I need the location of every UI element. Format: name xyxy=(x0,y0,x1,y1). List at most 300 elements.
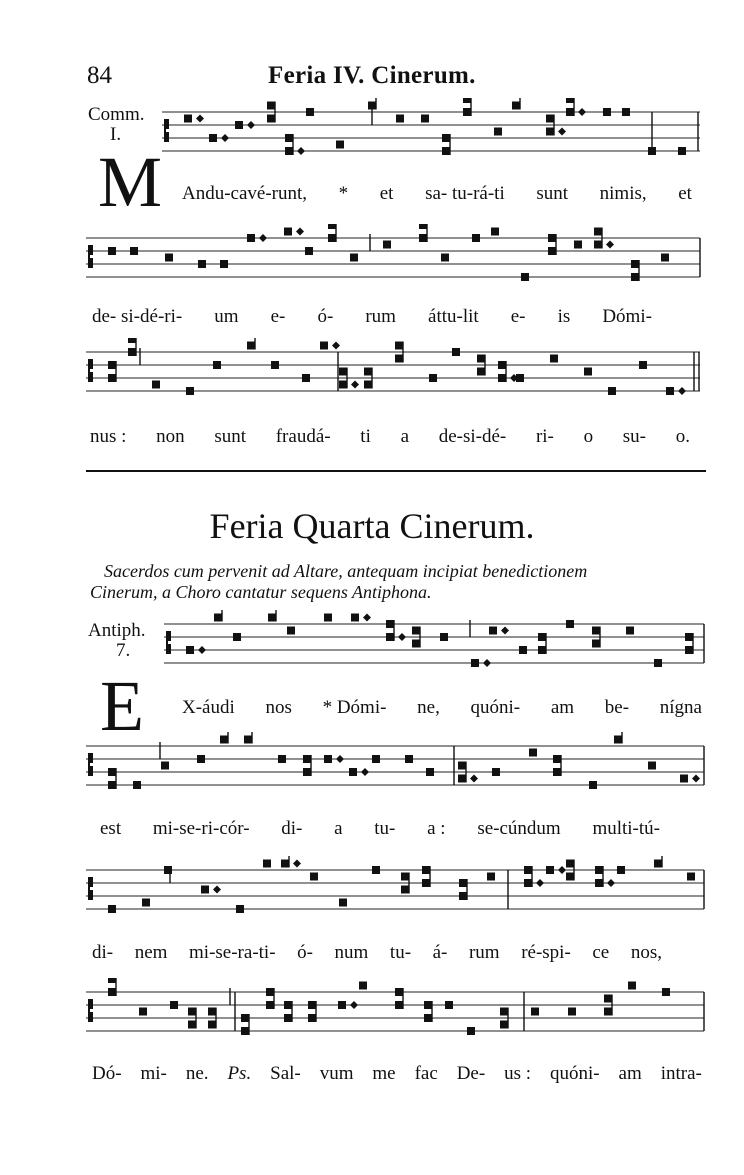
neume-note xyxy=(339,899,347,907)
music-staff-1 xyxy=(0,98,744,178)
initial-letter-e: E xyxy=(100,666,144,746)
lyric-syllable: ne, xyxy=(417,697,440,718)
neume-note xyxy=(463,108,471,116)
neume-rhombus xyxy=(558,128,566,136)
neume-note xyxy=(395,355,403,363)
c-clef-icon xyxy=(88,999,90,1022)
lyric-syllable: a xyxy=(400,426,409,447)
lyric-syllable: fraudá- xyxy=(275,426,331,447)
lyric-line-6 xyxy=(92,942,662,964)
neume-rhombus xyxy=(607,879,615,887)
lyric-syllable: am xyxy=(618,1063,642,1084)
neume-note xyxy=(364,368,372,376)
rubric-line-1: Sacerdos cum pervenit ad Altare, antequam incipiat benedictionem xyxy=(104,561,588,581)
neume-note xyxy=(631,273,639,281)
neume-note xyxy=(386,620,394,628)
neume-note xyxy=(241,1014,249,1022)
c-clef-icon xyxy=(164,119,166,142)
neume-note xyxy=(424,1014,432,1022)
neume-note xyxy=(305,247,313,255)
neume-note xyxy=(546,866,554,874)
neume-note xyxy=(339,368,347,376)
lyric-syllable: rum xyxy=(365,306,396,327)
neume-note xyxy=(220,260,228,268)
chant-mode-1: I. xyxy=(110,124,122,145)
neume-note xyxy=(589,781,597,789)
neume-note xyxy=(440,633,448,641)
lyric-syllable: mi-se-ra-ti- xyxy=(189,942,276,963)
chant-mode-7: 7. xyxy=(116,640,131,661)
neume-note xyxy=(492,768,500,776)
neume-rhombus xyxy=(213,886,221,894)
neume-note xyxy=(372,755,380,763)
neume-note xyxy=(426,768,434,776)
neume-note xyxy=(401,873,409,881)
neume-note xyxy=(364,381,372,389)
neume-note xyxy=(477,355,485,363)
neume-note xyxy=(108,361,116,369)
lyric-syllable: o. xyxy=(675,426,690,447)
neume-note xyxy=(267,115,275,123)
neume-note xyxy=(310,873,318,881)
initial-letter-m: M xyxy=(98,142,163,222)
neume-note xyxy=(241,1027,249,1035)
neume-rhombus xyxy=(678,387,686,395)
c-clef-icon xyxy=(166,631,168,654)
neume-note xyxy=(566,108,574,116)
neume-note xyxy=(538,646,546,654)
page-number: 84 xyxy=(87,62,112,89)
lyric-syllable: áttu-lit xyxy=(428,306,479,327)
neume-note xyxy=(622,108,630,116)
neume-note xyxy=(108,374,116,382)
neume-rhombus xyxy=(332,342,340,350)
lyric-syllable: me xyxy=(372,1063,396,1084)
lyric-syllable: mi- xyxy=(140,1063,167,1084)
neume-note xyxy=(247,234,255,242)
neume-note xyxy=(266,1001,274,1009)
lyric-syllable: sa- tu-rá-ti xyxy=(425,183,505,204)
neume-note xyxy=(498,374,506,382)
neume-rhombus xyxy=(363,614,371,622)
neume-note xyxy=(302,374,310,382)
music-staff-2 xyxy=(0,224,744,304)
c-clef-icon xyxy=(88,877,90,900)
lyric-syllable: o xyxy=(583,426,594,447)
neume-note xyxy=(463,98,471,103)
neume-note xyxy=(553,755,561,763)
page-header: Feria IV. Cinerum. xyxy=(268,62,476,89)
neume-note xyxy=(648,762,656,770)
neume-note xyxy=(186,387,194,395)
neume-note xyxy=(152,381,160,389)
neume-note xyxy=(338,1001,346,1009)
neume-note xyxy=(186,646,194,654)
lyric-syllable: e- xyxy=(270,306,286,327)
lyric-syllable: su- xyxy=(622,426,647,447)
neume-note xyxy=(268,614,276,622)
lyric-syllable: et xyxy=(379,183,394,204)
lyric-syllable: rum xyxy=(468,942,500,963)
neume-note xyxy=(452,348,460,356)
neume-note xyxy=(188,1021,196,1029)
neume-note xyxy=(267,102,275,110)
neume-note xyxy=(233,633,241,641)
neume-note xyxy=(419,234,427,242)
lyric-syllable: is xyxy=(557,306,571,327)
neume-note xyxy=(442,134,450,142)
neume-rhombus xyxy=(198,646,206,654)
lyric-syllable: de- si-dé-ri- xyxy=(92,306,183,327)
neume-rhombus xyxy=(501,627,509,635)
neume-note xyxy=(184,115,192,123)
neume-note xyxy=(308,1001,316,1009)
neume-note xyxy=(662,988,670,996)
lyric-line-5 xyxy=(100,818,660,840)
lyric-syllable: nos xyxy=(265,697,292,718)
neume-note xyxy=(519,646,527,654)
neume-note xyxy=(263,860,271,868)
neume-note xyxy=(491,228,499,236)
neume-note xyxy=(548,247,556,255)
lyric-syllable: ri- xyxy=(535,426,554,447)
neume-rhombus xyxy=(692,775,700,783)
neume-note xyxy=(608,387,616,395)
neume-rhombus xyxy=(470,775,478,783)
neume-note xyxy=(359,982,367,990)
neume-note xyxy=(546,128,554,136)
lyric-syllable: Ps. xyxy=(227,1063,252,1084)
neume-rhombus xyxy=(297,147,305,155)
lyric-syllable: fac xyxy=(414,1063,438,1084)
neume-note xyxy=(595,866,603,874)
lyric-syllable: di- xyxy=(281,818,303,839)
neume-note xyxy=(467,1027,475,1035)
lyric-syllable: ré-spi- xyxy=(521,942,571,963)
lyric-line-2 xyxy=(92,306,652,328)
neume-note xyxy=(214,614,222,622)
lyric-syllable: a xyxy=(334,818,343,839)
neume-note xyxy=(477,368,485,376)
neume-note xyxy=(139,1008,147,1016)
neume-note xyxy=(494,128,502,136)
neume-note xyxy=(524,866,532,874)
neume-note xyxy=(424,1001,432,1009)
neume-note xyxy=(422,866,430,874)
neume-note xyxy=(595,879,603,887)
neume-note xyxy=(680,775,688,783)
neume-note xyxy=(529,749,537,757)
neume-note xyxy=(412,627,420,635)
lyric-syllable: a : xyxy=(427,818,446,839)
neume-note xyxy=(648,147,656,155)
lyric-syllable: ó- xyxy=(317,306,334,327)
neume-rhombus xyxy=(578,108,586,116)
neume-note xyxy=(524,879,532,887)
lyric-syllable: Dómi- xyxy=(602,306,652,327)
lyric-syllable: Dó- xyxy=(92,1063,122,1084)
neume-note xyxy=(266,988,274,996)
neume-note xyxy=(521,273,529,281)
neume-note xyxy=(235,121,243,129)
lyric-syllable: ti xyxy=(360,426,371,447)
neume-note xyxy=(458,775,466,783)
neume-note xyxy=(639,361,647,369)
neume-note xyxy=(442,147,450,155)
lyric-line-3 xyxy=(90,426,690,448)
music-staff-3 xyxy=(0,338,744,418)
lyric-syllable: ó- xyxy=(297,942,313,963)
neume-note xyxy=(419,224,427,229)
lyric-syllable: sunt xyxy=(536,183,569,204)
neume-note xyxy=(201,886,209,894)
lyric-syllable: * xyxy=(338,183,349,204)
lyric-line-7 xyxy=(92,1063,702,1085)
neume-rhombus xyxy=(336,755,344,763)
lyric-syllable: non xyxy=(156,426,185,447)
neume-note xyxy=(271,361,279,369)
lyric-syllable: us : xyxy=(504,1063,532,1084)
lyric-syllable: X-áudi xyxy=(182,697,235,718)
lyric-syllable: nus : xyxy=(90,426,127,447)
lyric-syllable: multi-tú- xyxy=(592,818,660,839)
neume-note xyxy=(336,141,344,149)
neume-note xyxy=(198,260,206,268)
neume-note xyxy=(130,247,138,255)
lyric-syllable: tu- xyxy=(389,942,412,963)
neume-note xyxy=(108,988,116,996)
neume-note xyxy=(165,254,173,262)
music-staff-5 xyxy=(0,732,744,812)
neume-note xyxy=(685,633,693,641)
lyric-syllable: et xyxy=(678,183,692,204)
lyric-syllable: De- xyxy=(456,1063,486,1084)
lyric-syllable: e- xyxy=(510,306,526,327)
lyric-syllable: am xyxy=(550,697,575,718)
neume-rhombus xyxy=(351,381,359,389)
lyric-syllable: Andu-cavé-runt, xyxy=(182,183,308,204)
neume-note xyxy=(566,873,574,881)
neume-note xyxy=(128,338,136,343)
neume-note xyxy=(395,342,403,350)
music-staff-6 xyxy=(0,856,744,936)
c-clef-icon xyxy=(88,359,90,382)
neume-note xyxy=(550,355,558,363)
lyric-syllable: se-cúndum xyxy=(477,818,561,839)
neume-note xyxy=(349,768,357,776)
neume-note xyxy=(142,899,150,907)
neume-note xyxy=(489,627,497,635)
neume-note xyxy=(108,978,116,983)
neume-rhombus xyxy=(398,633,406,641)
neume-note xyxy=(592,627,600,635)
neume-note xyxy=(458,762,466,770)
lyric-syllable: Sal- xyxy=(270,1063,301,1084)
neume-note xyxy=(401,886,409,894)
neume-note xyxy=(666,387,674,395)
chant-label-comm: Comm. xyxy=(88,104,145,125)
neume-note xyxy=(685,646,693,654)
neume-note xyxy=(594,228,602,236)
neume-note xyxy=(592,640,600,648)
lyric-syllable: mi-se-ri-cór- xyxy=(152,818,250,839)
neume-note xyxy=(396,115,404,123)
lyric-syllable: * Dómi- xyxy=(322,697,387,718)
neume-note xyxy=(108,247,116,255)
neume-note xyxy=(422,879,430,887)
neume-note xyxy=(631,260,639,268)
neume-note xyxy=(285,134,293,142)
neume-note xyxy=(395,1001,403,1009)
neume-note xyxy=(208,1008,216,1016)
neume-note xyxy=(548,234,556,242)
neume-note xyxy=(459,892,467,900)
neume-note xyxy=(568,1008,576,1016)
neume-note xyxy=(498,361,506,369)
lyric-syllable: nos, xyxy=(630,942,662,963)
neume-note xyxy=(566,860,574,868)
neume-rhombus xyxy=(196,115,204,123)
neume-note xyxy=(351,614,359,622)
neume-note xyxy=(108,905,116,913)
neume-note xyxy=(604,1008,612,1016)
neume-note xyxy=(328,234,336,242)
lyric-syllable: nem xyxy=(134,942,168,963)
neume-note xyxy=(213,361,221,369)
neume-note xyxy=(164,866,172,874)
neume-note xyxy=(500,1008,508,1016)
neume-note xyxy=(197,755,205,763)
lyric-syllable: sunt xyxy=(214,426,247,447)
neume-rhombus xyxy=(293,860,301,868)
lyric-syllable: quóni- xyxy=(470,697,521,718)
lyric-syllable: um xyxy=(214,306,239,327)
lyric-syllable: ce xyxy=(592,942,610,963)
neume-note xyxy=(574,241,582,249)
neume-note xyxy=(244,736,252,744)
neume-note xyxy=(188,1008,196,1016)
neume-note xyxy=(516,374,524,382)
neume-note xyxy=(320,342,328,350)
neume-note xyxy=(128,348,136,356)
neume-note xyxy=(372,866,380,874)
neume-note xyxy=(324,755,332,763)
neume-note xyxy=(566,98,574,103)
neume-note xyxy=(531,1008,539,1016)
neume-note xyxy=(594,241,602,249)
neume-note xyxy=(628,982,636,990)
neume-note xyxy=(429,374,437,382)
neume-note xyxy=(459,879,467,887)
neume-note xyxy=(284,1001,292,1009)
neume-note xyxy=(678,147,686,155)
neume-rhombus xyxy=(350,1001,358,1009)
neume-note xyxy=(584,368,592,376)
lyric-syllable: intra- xyxy=(660,1063,702,1084)
neume-rhombus xyxy=(221,134,229,142)
music-staff-4 xyxy=(0,610,744,690)
lyric-syllable: nimis, xyxy=(599,183,647,204)
lyric-syllable: be- xyxy=(604,697,630,718)
neume-rhombus xyxy=(483,659,491,667)
neume-note xyxy=(395,988,403,996)
neume-note xyxy=(626,627,634,635)
neume-note xyxy=(285,147,293,155)
lyric-syllable: ne. xyxy=(185,1063,209,1084)
neume-note xyxy=(687,873,695,881)
chant-label-antiph: Antiph. xyxy=(88,620,146,641)
neume-note xyxy=(471,659,479,667)
lyric-syllable: quóni- xyxy=(550,1063,600,1084)
section-title: Feria Quarta Cinerum. xyxy=(209,506,535,546)
neume-note xyxy=(324,614,332,622)
neume-note xyxy=(383,241,391,249)
lyric-syllable: est xyxy=(100,818,122,839)
neume-note xyxy=(308,1014,316,1022)
music-staff-7 xyxy=(0,978,744,1058)
neume-note xyxy=(209,134,217,142)
neume-rhombus xyxy=(247,121,255,129)
neume-note xyxy=(220,736,228,744)
neume-note xyxy=(284,1014,292,1022)
neume-note xyxy=(553,768,561,776)
neume-note xyxy=(405,755,413,763)
neume-note xyxy=(278,755,286,763)
lyric-syllable: num xyxy=(334,942,369,963)
lyric-syllable: nígna xyxy=(659,697,702,718)
neume-note xyxy=(108,768,116,776)
neume-note xyxy=(306,108,314,116)
neume-note xyxy=(512,102,520,110)
neume-note xyxy=(303,755,311,763)
neume-note xyxy=(208,1021,216,1029)
lyric-syllable: á- xyxy=(432,942,448,963)
neume-note xyxy=(284,228,292,236)
neume-note xyxy=(472,234,480,242)
neume-note xyxy=(170,1001,178,1009)
neume-note xyxy=(604,995,612,1003)
neume-rhombus xyxy=(361,768,369,776)
neume-note xyxy=(412,640,420,648)
lyric-line-1 xyxy=(182,183,692,205)
neume-note xyxy=(603,108,611,116)
neume-rhombus xyxy=(558,866,566,874)
neume-note xyxy=(654,659,662,667)
neume-note xyxy=(445,1001,453,1009)
neume-note xyxy=(368,102,376,110)
neume-note xyxy=(538,633,546,641)
neume-rhombus xyxy=(606,241,614,249)
neume-note xyxy=(421,115,429,123)
c-clef-icon xyxy=(88,245,90,268)
neume-note xyxy=(328,224,336,229)
neume-note xyxy=(654,860,662,868)
neume-rhombus xyxy=(296,228,304,236)
neume-note xyxy=(236,905,244,913)
rubric-line-2: Cinerum, a Choro cantatur sequens Antiphona. xyxy=(90,582,432,602)
neume-note xyxy=(661,254,669,262)
lyric-syllable: vum xyxy=(319,1063,354,1084)
neume-note xyxy=(133,781,141,789)
neume-note xyxy=(161,762,169,770)
neume-note xyxy=(441,254,449,262)
c-clef-icon xyxy=(88,753,90,776)
neume-note xyxy=(108,781,116,789)
neume-note xyxy=(617,866,625,874)
neume-note xyxy=(287,627,295,635)
neume-rhombus xyxy=(259,234,267,242)
neume-rhombus xyxy=(536,879,544,887)
